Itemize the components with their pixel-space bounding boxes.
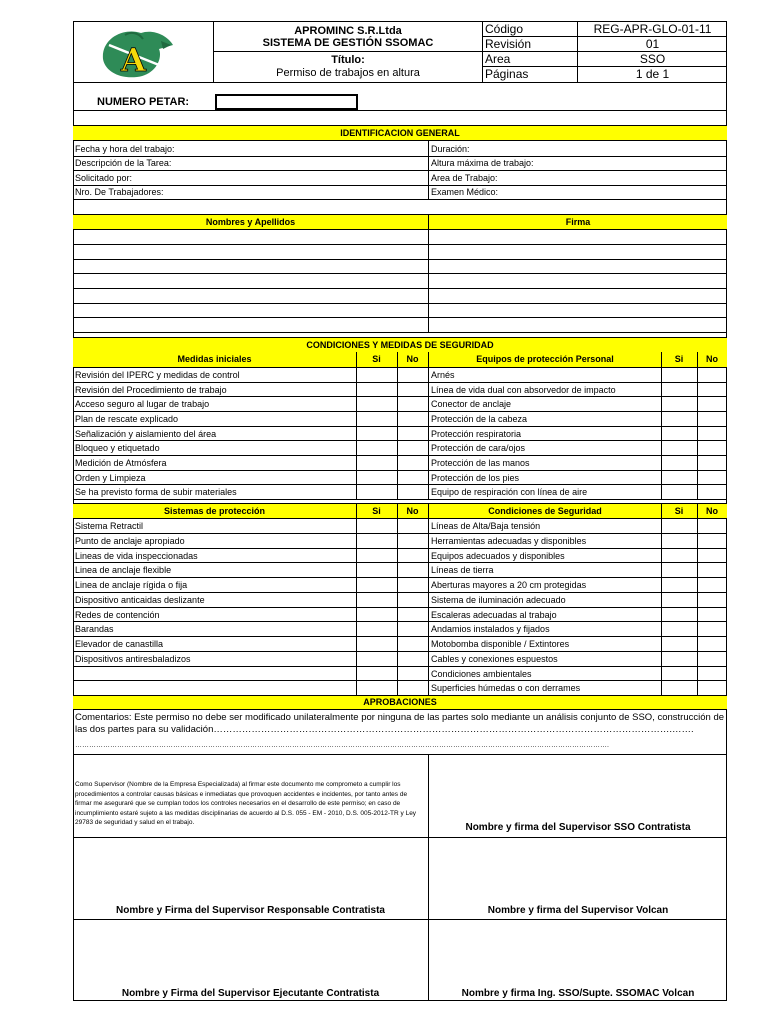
epp-item: Protección de los pies [431,472,520,483]
medida-no-cell[interactable] [398,470,428,485]
sistema-si-cell[interactable] [357,533,397,548]
id-label-trabajadores: Nro. De Trabajadores: [75,187,164,197]
epp-item: Línea de vida dual con absorvedor de impacto [431,384,616,395]
sistema-item: Linea de anclaje rígida o fija [75,580,188,590]
seguridad-no-cell[interactable] [698,666,727,681]
sistema-item: Punto de anclaje apropiado [75,535,185,546]
medida-item: Revisión del IPERC y medidas de control [75,370,240,380]
seguridad-si-cell[interactable] [662,636,697,651]
col-header-medidas: Medidas iniciales [177,354,252,364]
seguridad-no-cell[interactable] [698,607,727,622]
sistema-si-cell[interactable] [357,680,397,695]
seguridad-no-cell[interactable] [698,621,727,636]
epp-si-cell[interactable] [662,382,697,397]
sistema-no-cell[interactable] [398,592,428,607]
sistema-si-cell[interactable] [357,577,397,592]
col-header-seguridad: Condiciones de Seguridad [488,506,602,516]
signature-ejecutante-contratista: Nombre y Firma del Supervisor Ejecutante Contratista [121,988,380,999]
seguridad-item: Aberturas mayores a 20 cm protegidas [431,580,587,590]
epp-no-cell[interactable] [698,396,727,411]
sistema-item: Lineas de vida inspeccionadas [75,550,198,561]
meta-value-area: SSO [639,52,666,66]
petar-label: NUMERO PETAR: [97,96,190,108]
medida-si-cell[interactable] [357,411,397,426]
epp-si-cell[interactable] [662,484,697,499]
medida-no-cell[interactable] [398,455,428,470]
col-header-sistemas-no: No [406,506,419,516]
sistema-si-cell[interactable] [357,651,397,666]
seguridad-item: Equipos adecuados y disponibles [431,550,565,561]
epp-no-cell[interactable] [698,440,727,455]
seguridad-no-cell[interactable] [698,533,727,548]
medida-si-cell[interactable] [357,455,397,470]
epp-no-cell[interactable] [698,367,727,382]
sistema-item: Dispositivo anticaidas deslizante [75,594,205,605]
col-header-medidas-no: No [406,354,419,364]
medida-item: Orden y Limpieza [75,472,146,483]
section-aprobaciones: APROBACIONES [73,695,727,710]
seguridad-item: Cables y conexiones espuestos [431,653,558,664]
signature-ssomac-volcan: Nombre y firma Ing. SSO/Supte. SSOMAC Volcan [461,988,695,999]
sistema-item: Dispositivos antiresbaladizos [75,653,191,664]
seguridad-si-cell[interactable] [662,548,697,563]
meta-label-paginas: Páginas [485,67,529,81]
col-header-firma: Firma [429,215,727,229]
meta-value-paginas: 1 de 1 [635,67,670,81]
row-divider [73,695,727,696]
sistema-item: Elevador de canastilla [75,639,164,649]
seguridad-item: Sistema de iluminación adecuado [431,594,566,605]
col-header-nombres: Nombres y Apellidos [73,215,428,229]
epp-si-cell[interactable] [662,470,697,485]
id-label-examen: Examen Médico: [431,187,499,197]
seguridad-si-cell[interactable] [662,592,697,607]
medida-item: Bloqueo y etiquetado [75,443,160,454]
title-label: Título: [331,54,365,66]
seguridad-item: Herramientas adecuadas y disponibles [431,535,587,546]
epp-no-cell[interactable] [698,426,727,441]
epp-no-cell[interactable] [698,470,727,485]
id-label-altura: Altura máxima de trabajo: [431,158,534,168]
seguridad-item: Superficies húmedas o con derrames [431,683,581,694]
seguridad-item: Andamios instalados y fijados [431,624,550,635]
sistema-no-cell[interactable] [398,680,428,695]
id-label-area: Area de Trabajo: [431,173,498,183]
epp-item: Conector de anclaje [431,399,512,410]
sistema-item: Linea de anclaje flexible [75,565,172,576]
seguridad-item: Escaleras adecuadas al trabajo [431,609,557,620]
sistema-no-cell[interactable] [398,621,428,636]
medida-si-cell[interactable] [357,426,397,441]
system-name: SISTEMA DE GESTIÓN SSOMAC [262,37,434,49]
sistema-si-cell[interactable] [357,562,397,577]
col-header-epp-no: No [706,354,718,364]
medida-si-cell[interactable] [357,440,397,455]
section-condiciones: CONDICIONES Y MEDIDAS DE SEGURIDAD [73,337,727,352]
permit-form [73,21,727,1001]
epp-no-cell[interactable] [698,455,727,470]
epp-si-cell[interactable] [662,367,697,382]
medida-item: Revisión del Procedimiento de trabajo [75,384,227,395]
section-identificacion: IDENTIFICACION GENERAL [73,125,727,141]
seguridad-no-cell[interactable] [698,636,727,651]
sistema-item: Barandas [75,624,114,635]
medida-item: Medición de Atmósfera [75,458,167,469]
seguridad-no-cell[interactable] [698,518,727,533]
seguridad-si-cell[interactable] [662,533,697,548]
signature-responsable-contratista: Nombre y Firma del Supervisor Responsable Contratista [116,905,385,916]
company-logo [97,25,177,81]
medida-no-cell[interactable] [398,484,428,499]
sistema-si-cell[interactable] [357,592,397,607]
medida-si-cell[interactable] [357,382,397,397]
epp-no-cell[interactable] [698,484,727,499]
medida-no-cell[interactable] [398,411,428,426]
seguridad-si-cell[interactable] [662,666,697,681]
sistema-si-cell[interactable] [357,548,397,563]
col-header-sistemas: Sistemas de protección [163,506,266,516]
id-label-fecha: Fecha y hora del trabajo: [75,144,175,154]
signature-sso-contratista: Nombre y firma del Supervisor SSO Contratista [465,822,691,833]
meta-value-codigo: REG-APR-GLO-01-11 [593,22,712,36]
seguridad-no-cell[interactable] [698,548,727,563]
sistema-no-cell[interactable] [398,577,428,592]
epp-item: Protección de cara/ojos [431,443,526,454]
sistema-si-cell[interactable] [357,607,397,622]
seguridad-si-cell[interactable] [662,562,697,577]
seguridad-item: Líneas de tierra [431,565,494,576]
meta-label-area: Area [485,52,511,66]
sistema-no-cell[interactable] [398,651,428,666]
epp-item: Protección de las manos [431,458,530,469]
col-header-medidas-si: Si [372,354,381,364]
sistema-item: Redes de contención [75,609,160,620]
medida-no-cell[interactable] [398,426,428,441]
sistema-no-cell[interactable] [398,548,428,563]
comment-text: Comentarios: Este permiso no debe ser modificado unilateralmente por ninguna de las partes solo mediante un análisis conjunto de SSO, construcción de las dos partes para su validación……………………………………………………………………………………………………………………………….……. [75,712,725,735]
signature-supervisor-volcan: Nombre y firma del Supervisor Volcan [487,905,669,916]
epp-si-cell[interactable] [662,396,697,411]
sistema-no-cell[interactable] [398,533,428,548]
epp-si-cell[interactable] [662,426,697,441]
col-header-sistemas-si: Si [372,506,381,516]
medida-item: Acceso seguro al lugar de trabajo [75,399,210,410]
medida-si-cell[interactable] [357,484,397,499]
medida-si-cell[interactable] [357,396,397,411]
supervisor-declaration: Como Supervisor (Nombre de la Empresa Especializada) al firmar este documento me comprometo a cumplir los procedimientos a controlar causas básicas e inmediatas que provoquen accidentes e incidentes, por tanto antes de firmar me aseguraré que se cumplan todos los controles necesarios en el desarrollo de este permiso; en caso de incumplimiento estaré sujeto a las medidas disciplinarias de acuerdo al D.S. 055 - EM - 2010, D.S. 005-2012-TR y Ley 29783 de seguridad y salud en el trabajo. [75,781,417,826]
epp-si-cell[interactable] [662,455,697,470]
epp-item: Arnés [431,370,455,380]
seguridad-item: Condiciones ambientales [431,668,532,679]
epp-no-cell[interactable] [698,382,727,397]
col-header-epp-si: Si [674,354,684,364]
medida-no-cell[interactable] [398,382,428,397]
sistema-si-cell[interactable] [357,666,397,681]
sistema-no-cell[interactable] [398,518,428,533]
logo-letter: A [121,41,146,79]
epp-item: Equipo de respiración con línea de aire [431,487,588,498]
sistema-si-cell[interactable] [357,621,397,636]
title-value: Permiso de trabajos en altura [276,67,420,79]
sistema-item: Sistema Retractil [75,521,144,531]
medida-no-cell[interactable] [398,367,428,382]
medida-item: Señalización y aislamiento del área [75,428,217,439]
sistema-no-cell[interactable] [398,562,428,577]
seguridad-si-cell[interactable] [662,651,697,666]
seguridad-si-cell[interactable] [662,577,697,592]
meta-value-revision: 01 [645,37,660,51]
col-header-epp: Equipos de protección Personal [476,354,614,364]
medida-no-cell[interactable] [398,440,428,455]
seguridad-item: Motobomba disponible / Extintores [431,639,570,649]
seguridad-no-cell[interactable] [698,562,727,577]
petar-input[interactable] [215,94,358,110]
id-label-descripcion: Descripción de la Tarea: [75,158,172,168]
meta-label-revision: Revisión [485,37,532,51]
sistema-no-cell[interactable] [398,636,428,651]
seguridad-si-cell[interactable] [662,607,697,622]
meta-label-codigo: Código [485,22,524,36]
medida-si-cell[interactable] [357,367,397,382]
col-header-seguridad-no: No [706,506,718,516]
epp-no-cell[interactable] [698,411,727,426]
seguridad-no-cell[interactable] [698,592,727,607]
seguridad-si-cell[interactable] [662,680,697,695]
sistema-no-cell[interactable] [398,607,428,622]
id-label-solicitado: Solicitado por: [75,173,133,183]
medida-si-cell[interactable] [357,470,397,485]
id-label-duracion: Duración: [431,144,470,154]
sistema-si-cell[interactable] [357,518,397,533]
medida-item: Se ha previsto forma de subir materiales [75,487,237,498]
medida-no-cell[interactable] [398,396,428,411]
epp-si-cell[interactable] [662,411,697,426]
medida-item: Plan de rescate explicado [75,414,179,424]
seguridad-no-cell[interactable] [698,651,727,666]
seguridad-no-cell[interactable] [698,680,727,695]
epp-item: Protección de la cabeza [431,414,528,424]
row-divider [73,499,727,500]
seguridad-no-cell[interactable] [698,577,727,592]
sistema-si-cell[interactable] [357,636,397,651]
seguridad-item: Líneas de Alta/Baja tensión [431,521,541,531]
seguridad-si-cell[interactable] [662,518,697,533]
company-name: APROMINC S.R.Ltda [294,25,402,37]
seguridad-si-cell[interactable] [662,621,697,636]
comment-dots: …………………………………………………………………………………………………………………………………………………………………………………………………………. [75,742,609,749]
epp-item: Protección respiratoria [431,428,522,439]
col-header-seguridad-si: Si [674,506,684,516]
sistema-no-cell[interactable] [398,666,428,681]
epp-si-cell[interactable] [662,440,697,455]
